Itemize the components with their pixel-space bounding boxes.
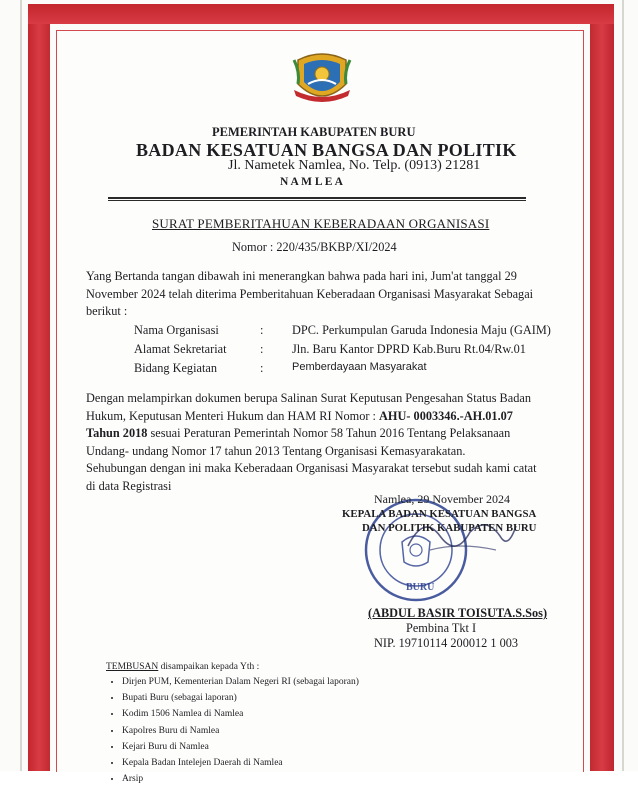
letter-number-label: Nomor : <box>232 240 274 254</box>
tembusan-item: • Kejari Buru di Namlea <box>122 739 542 755</box>
field-activity-value: Pemberdayaan Masyarakat <box>292 361 427 373</box>
body-line-1: Dengan melampirkan dokumen berupa Salinan Surat Keputusan Pengesahan Status Badan <box>86 391 531 405</box>
letter-number <box>232 240 397 255</box>
stamp-label: BURU <box>406 582 435 593</box>
body-decree-year: Tahun 2018 <box>86 426 148 441</box>
signer-nip: NIP. 19710114 200012 1 003 <box>374 636 519 650</box>
signer-position-line-2: DAN POLITIK KABUPATEN BURU <box>362 522 537 534</box>
tembusan-item: • Arsip <box>122 771 542 787</box>
tembusan-item: • Dirjen PUM, Kementerian Dalam Negeri RI (sebagai laporan) <box>122 674 542 690</box>
body-line-4: Undang- undang Nomor 17 tahun 2013 Tentang Organisasi Kemasyarakatan. <box>86 443 466 458</box>
tembusan-item: • Kepala Badan Intelejen Daerah di Namlea <box>122 755 542 771</box>
tembusan-item: • Kapolres Buru di Namlea <box>122 723 542 739</box>
body-line-2 <box>86 408 537 426</box>
agency-name: BADAN KESATUAN BANGSA DAN POLITIK <box>136 140 517 160</box>
red-border-top <box>28 4 614 24</box>
signer-position-line-1: KEPALA BADAN KESATUAN BANGSA <box>342 508 537 520</box>
agency-city: N A M L E A <box>280 176 343 188</box>
body-line-6: di data Registrasi <box>86 478 172 493</box>
field-address-label: Alamat Sekretariat <box>134 342 227 356</box>
body-line-3 <box>86 425 537 443</box>
field-org-label: Nama Organisasi <box>134 323 219 337</box>
body-paragraph <box>86 390 537 496</box>
field-activity-sep: : <box>260 361 264 375</box>
red-border-right <box>590 4 614 771</box>
letter-title: SURAT PEMBERITAHUAN KEBERADAAN ORGANISASI <box>152 216 490 231</box>
tembusan-heading <box>106 662 259 672</box>
tembusan-item: • Kodim 1506 Namlea di Namlea <box>122 706 542 722</box>
intro-paragraph <box>86 268 533 321</box>
tembusan-list <box>108 674 542 787</box>
place-date: Namlea, 29 November 2024 <box>374 492 510 506</box>
gov-name: PEMERINTAH KABUPATEN BURU <box>212 125 416 139</box>
field-address-value: Jln. Baru Kantor DPRD Kab.Buru Rt.04/Rw.01 <box>292 342 526 356</box>
body-line-2-text: Hukum, Keputusan Menteri Hukum dan HAM RI Nomor : <box>86 408 380 423</box>
header-rule-thin <box>108 200 526 201</box>
intro-line-3: berikut : <box>86 304 128 319</box>
regency-emblem-icon <box>290 50 354 108</box>
field-activity-label: Bidang Kegiatan <box>134 361 217 375</box>
tembusan-heading-rest: disampaikan kepada Yth : <box>158 662 260 672</box>
body-line-5: Sehubungan dengan ini maka Keberadaan Organisasi Masyarakat tersebut sudah kami catat <box>86 461 537 476</box>
agency-address: Jl. Nametek Namlea, No. Telp. (0913) 21281 <box>228 158 481 173</box>
field-address-sep: : <box>260 342 264 356</box>
field-org-value: DPC. Perkumpulan Garuda Indonesia Maju (GAIM) <box>292 323 551 337</box>
intro-line-1: Yang Bertanda tangan dibawah ini menerangkan bahwa pada hari ini, Jum'at tanggal 29 <box>86 269 517 283</box>
signer-rank: Pembina Tkt I <box>406 621 477 635</box>
letter-number-value: 220/435/BKBP/XI/2024 <box>276 240 397 254</box>
body-line-3-text: sesuai Peraturan Pemerintah Nomor 58 Tahun 2016 Tentang Pelaksanaan <box>147 426 511 441</box>
header-rule <box>108 197 526 199</box>
red-border-left <box>28 4 50 771</box>
intro-line-2: November 2024 telah diterima Pemberitahuan Keberadaan Organisasi Masyarakat Sebagai <box>86 286 534 301</box>
tembusan-label: TEMBUSAN <box>106 662 159 672</box>
tembusan-item: • Bupati Buru (sebagai laporan) <box>122 690 542 706</box>
field-org-sep: : <box>260 323 264 337</box>
signer-name: (ABDUL BASIR TOISUTA.S.Sos) <box>368 606 548 620</box>
body-decree-number: AHU- 0003346.-AH.01.07 <box>379 408 513 423</box>
